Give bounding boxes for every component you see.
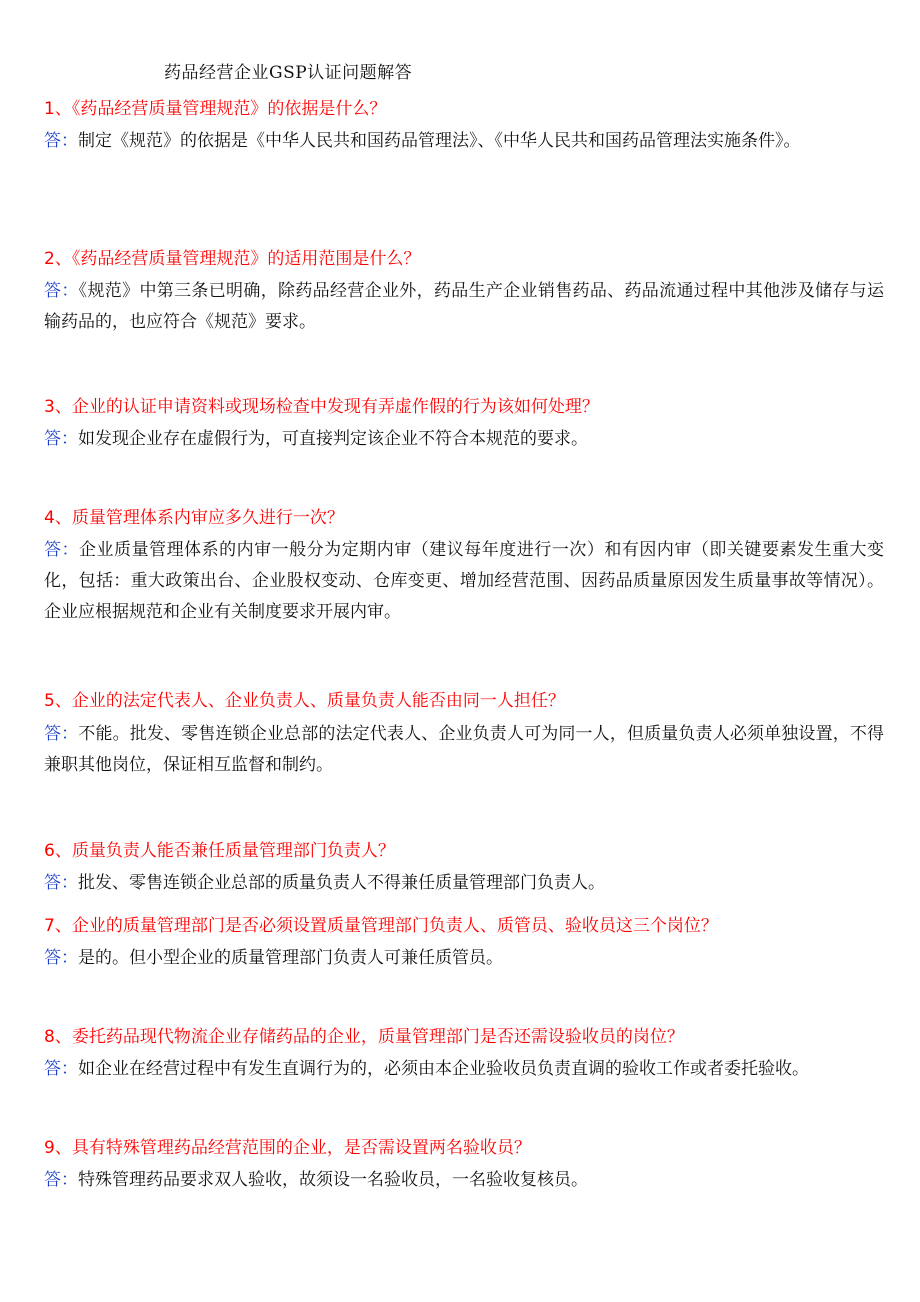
question-separator: 、 (54, 99, 72, 119)
question-3 (44, 392, 599, 417)
answer-text: 如发现企业存在虚假行为，可直接判定该企业不符合本规范的要求。 (78, 429, 588, 449)
answer-text: 特殊管理药品要求双人验收，故须设一名验收员，一名验收复核员。 (78, 1170, 588, 1190)
answer-label: 答： (44, 131, 78, 151)
question-text: 质量管理体系内审应多久进行一次？ (71, 508, 344, 528)
answer-label: 答： (44, 948, 78, 968)
question-7 (44, 911, 718, 936)
answer-9 (44, 1165, 884, 1196)
answer-text: 如企业在经营过程中有发生直调行为的，必须由本企业验收员负责直调的验收工作或者委托验收。 (78, 1059, 809, 1079)
answer-6 (44, 868, 884, 899)
question-5 (44, 686, 565, 711)
question-separator: 、 (54, 397, 72, 417)
answer-5 (44, 719, 884, 781)
question-number: 8 (44, 1027, 55, 1047)
question-number: 6 (44, 841, 55, 861)
question-8 (44, 1022, 684, 1047)
answer-7 (44, 943, 884, 974)
question-number: 2 (44, 249, 55, 269)
answer-label: 答： (44, 540, 80, 560)
answer-8 (44, 1054, 884, 1085)
question-1 (44, 94, 386, 119)
question-number: 3 (44, 397, 55, 417)
answer-text: 是的。但小型企业的质量管理部门负责人可兼任质管员。 (78, 948, 503, 968)
question-text: 委托药品现代物流企业存储药品的企业，质量管理部门是否还需设验收员的岗位？ (71, 1027, 684, 1047)
answer-4 (44, 535, 884, 628)
question-6 (44, 836, 395, 861)
question-separator: 、 (54, 249, 72, 269)
answer-label: 答： (44, 873, 78, 893)
answer-2 (44, 276, 884, 338)
question-number: 5 (44, 691, 55, 711)
question-4 (44, 503, 344, 528)
document-title: 药品经营企业GSP认证问题解答 (164, 63, 413, 83)
answer-text: 不能。批发、零售连锁企业总部的法定代表人、企业负责人可为同一人，但质量负责人必须单独设置，不得兼职其他岗位，保证相互监督和制约。 (44, 724, 885, 775)
question-text: 质量负责人能否兼任质量管理部门负责人？ (71, 841, 395, 861)
question-separator: 、 (54, 1027, 72, 1047)
question-separator: 、 (54, 916, 72, 936)
answer-text: 批发、零售连锁企业总部的质量负责人不得兼任质量管理部门负责人。 (78, 873, 605, 893)
answer-text: 企业质量管理体系的内审一般分为定期内审（建议每年度进行一次）和有因内审（即关键要素发生重大变化，包括：重大政策出台、企业股权变动、仓库变更、增加经营范围、因药品质量原因发生质量事故等情况）。企业应根据规范和企业有关制度要求开展内审。 (44, 540, 885, 622)
question-9 (44, 1133, 531, 1158)
answer-label: 答： (44, 724, 79, 744)
answer-1 (44, 126, 884, 157)
answer-text: 《规范》中第三条已明确，除药品经营企业外，药品生产企业销售药品、药品流通过程中其他涉及储存与运输药品的，也应符合《规范》要求。 (44, 281, 885, 332)
question-text: 企业的质量管理部门是否必须设置质量管理部门负责人、质管员、验收员这三个岗位？ (71, 916, 718, 936)
question-text: 具有特殊管理药品经营范围的企业，是否需设置两名验收员？ (71, 1138, 531, 1158)
answer-label: 答： (44, 1059, 78, 1079)
question-separator: 、 (54, 508, 72, 528)
question-text: 《药品经营质量管理规范》的依据是什么？ (71, 99, 387, 119)
question-text: 企业的认证申请资料或现场检查中发现有弄虚作假的行为该如何处理？ (71, 397, 599, 417)
answer-label: 答： (44, 1170, 78, 1190)
question-number: 4 (44, 508, 55, 528)
answer-label: 答： (44, 281, 79, 301)
question-separator: 、 (54, 691, 72, 711)
answer-text: 制定《规范》的依据是《中华人民共和国药品管理法》、《中华人民共和国药品管理法实施条件》。 (78, 131, 801, 151)
answer-label: 答： (44, 429, 78, 449)
question-number: 7 (44, 916, 55, 936)
question-separator: 、 (54, 841, 72, 861)
question-2 (44, 244, 420, 269)
answer-3 (44, 424, 884, 455)
question-number: 1 (44, 99, 55, 119)
question-number: 9 (44, 1138, 55, 1158)
question-text: 企业的法定代表人、企业负责人、质量负责人能否由同一人担任？ (71, 691, 565, 711)
question-text: 《药品经营质量管理规范》的适用范围是什么？ (71, 249, 421, 269)
question-separator: 、 (54, 1138, 72, 1158)
